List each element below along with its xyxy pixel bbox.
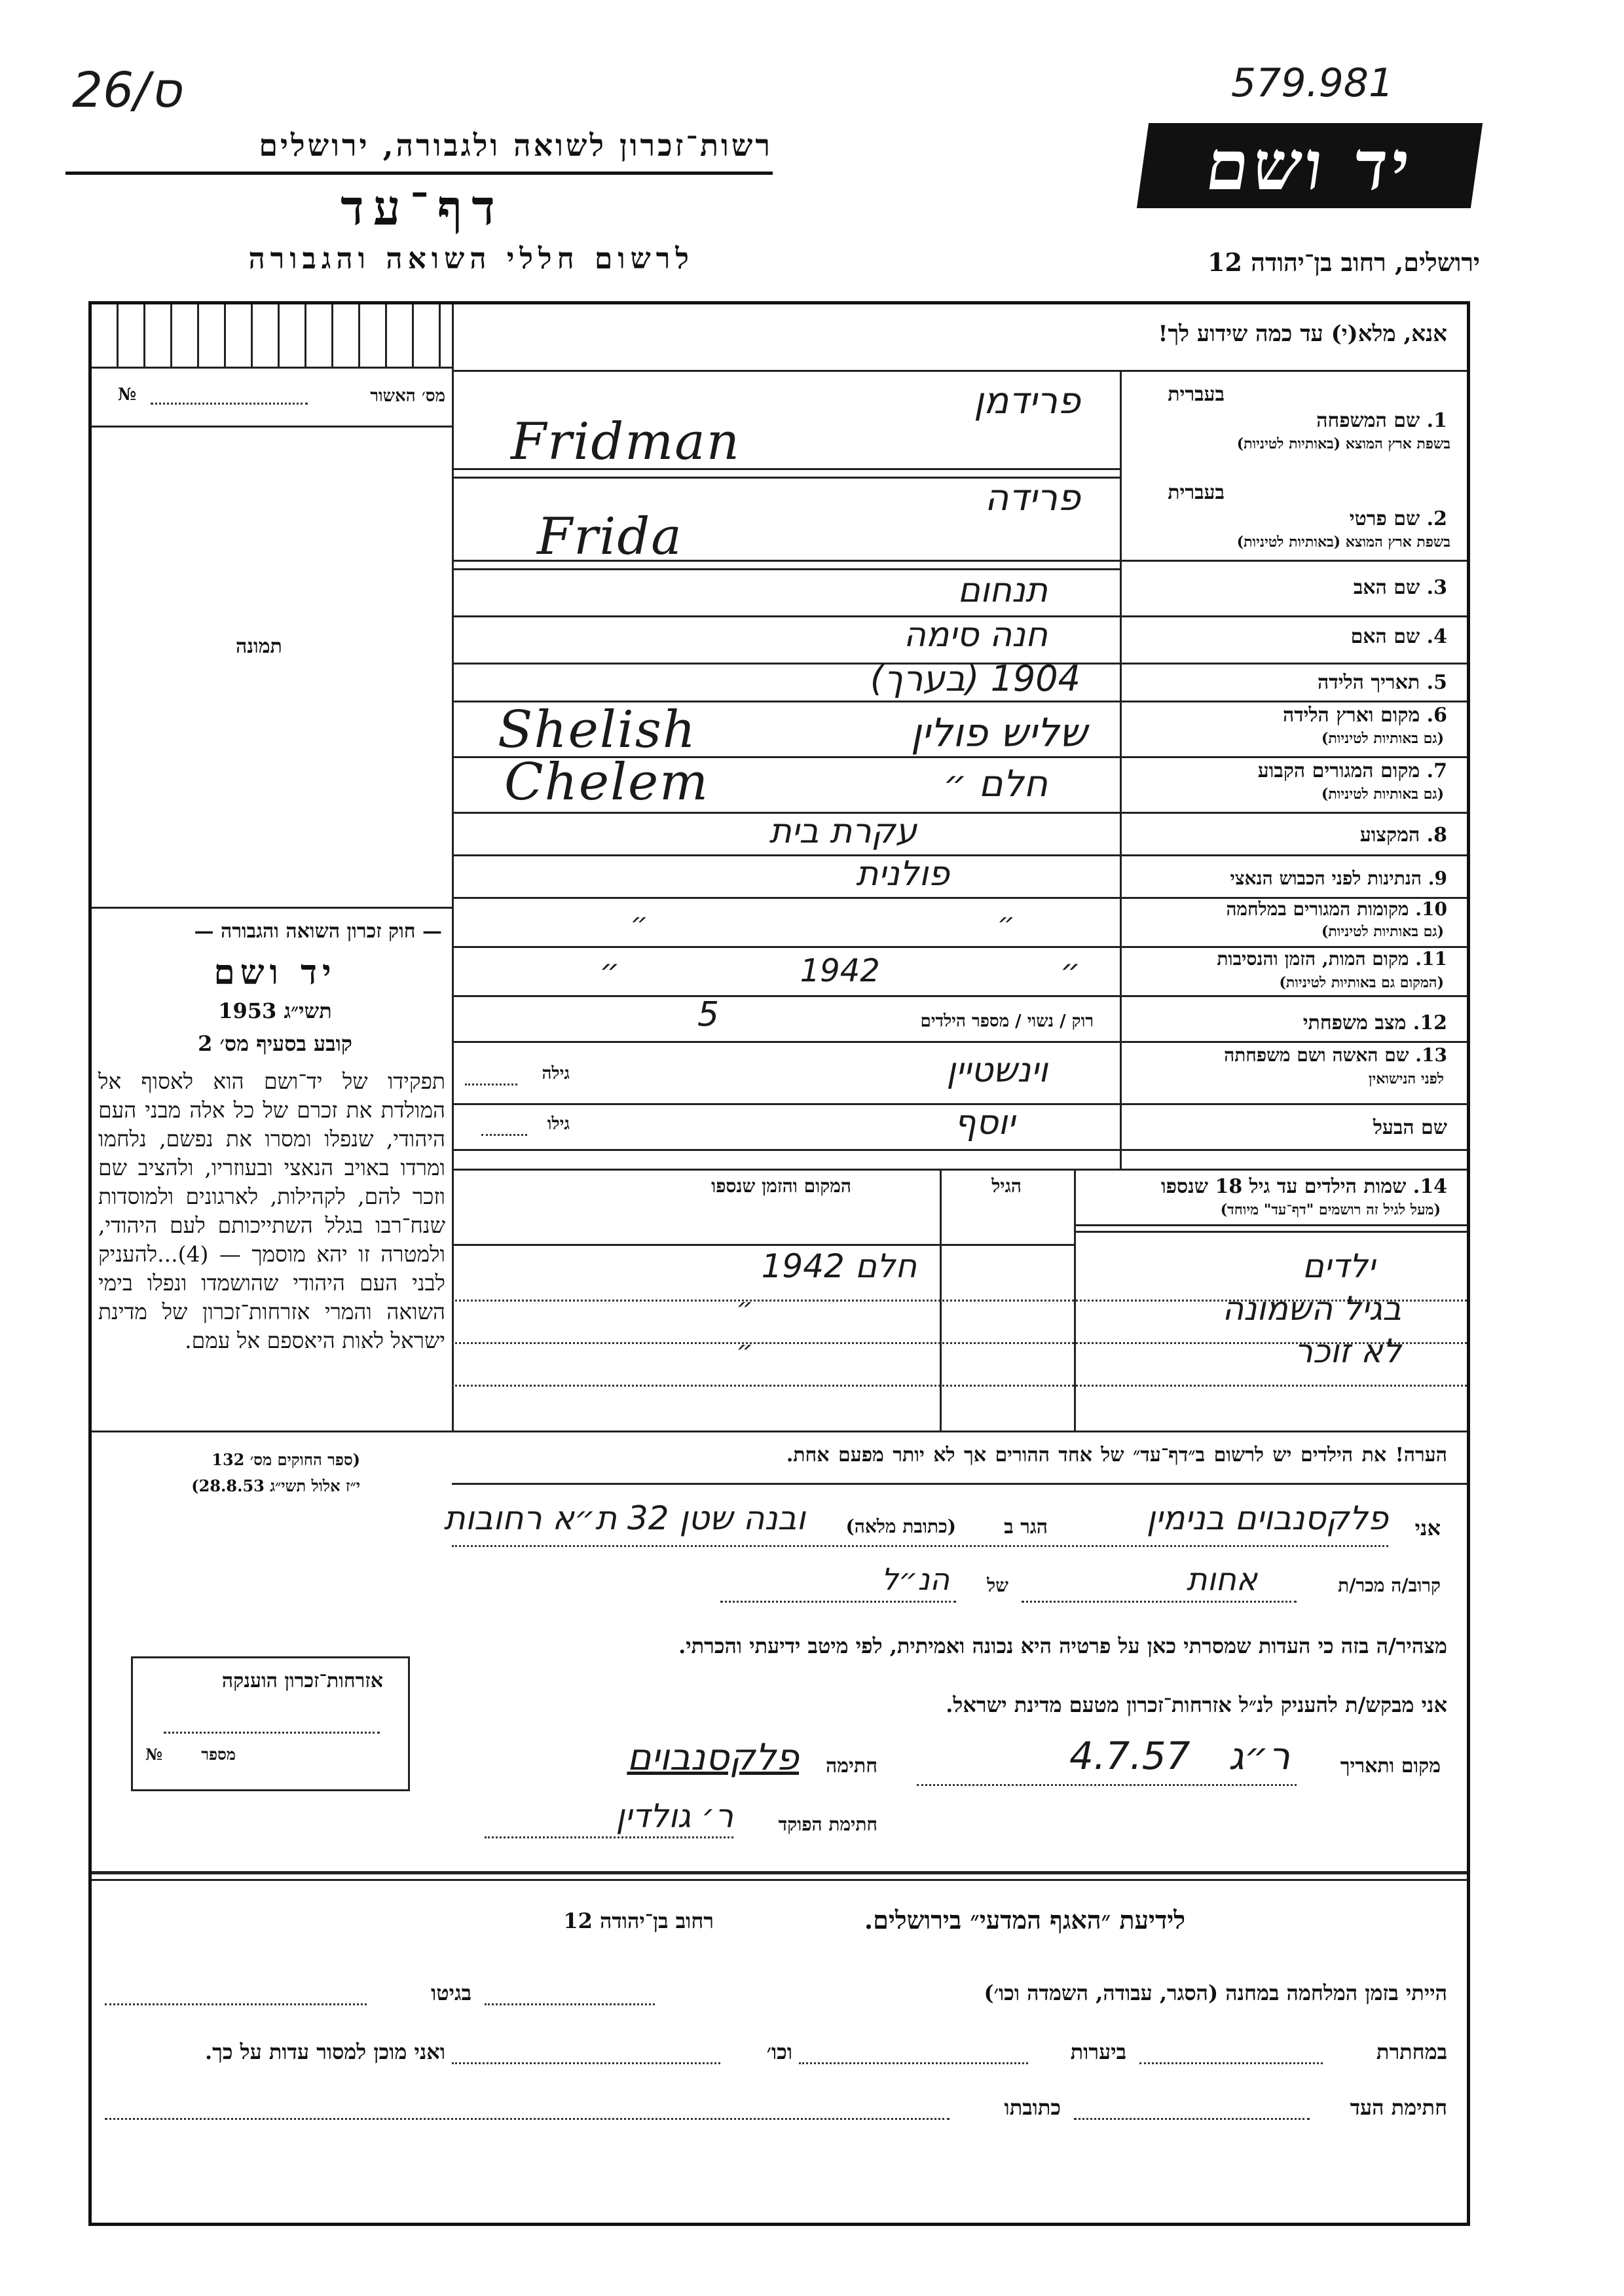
f2-label: 2. שם פרטי [1349,507,1447,530]
row-rule [452,1149,1467,1151]
officer-field [485,1836,733,1838]
declarant-address[interactable]: ובנה שטן 32 ת״א רחובות [443,1499,805,1537]
f13b-age-field[interactable] [481,1134,527,1136]
f13-age-field[interactable] [465,1084,517,1085]
f13b-label: שם הבעל [1373,1116,1447,1139]
f10-label: 10. מקומות המגורים במלחמה [1226,898,1447,920]
f14-bottom-rule [92,1430,1467,1432]
officer-label: חתימת הפוקד [778,1813,877,1835]
f12-label: 12. מצב משפחתי [1302,1011,1447,1034]
footer-line2-a: במחתרת [1376,2039,1447,2064]
f14-sub: (מעל לגיל זה רושמים "דף־עד" מיוחד) [1220,1201,1441,1218]
f9-value[interactable]: פולנית [856,854,950,894]
citizenship-no-mark: № [145,1745,163,1764]
law-text: תפקידו של יד־ושם הוא לאסוף אל המולדת את זכרם של כל אלה מבני העם היהודי, שנפלו ומסרו את נפשם, נלחמו ומרדו באויב הנאצי ובעוזריו, ולהציב שם וזכר להם, לקהילות, לארגונים ולמוסדות שנח־רבו בגלל השתייכותם לעם היהודי, ולמטרה זו יהא מוסמך — (4)...להעניק לבני העם היהודי שהושמדו ונפלו בימי השואה והמרי אזרחות־זכרון של מדינת ישראל לאות היאספם אל עמם. [98,1068,445,1353]
of-value[interactable]: הנ״ל [881,1561,950,1597]
footer-line3-field-b[interactable] [105,2118,950,2120]
f10-value[interactable]: ״ ״ [630,907,1015,939]
f6-hebrew-value[interactable]: שליש פולין [910,710,1087,756]
declarant-resides: הגר ב [1004,1516,1048,1539]
f8-value[interactable]: עקרת בית [769,812,917,851]
f12-text: רוק / נשוי / מספר הילדים [920,1011,1094,1031]
f12-value[interactable]: 5 [697,995,720,1034]
citizenship-field-1[interactable] [164,1732,380,1734]
f14-rule [1074,1224,1467,1226]
permit-no-mark: № [118,385,137,405]
footer-address: רחוב בן־יהודה 12 [563,1908,714,1933]
heb-tag-1: בעברית [1168,383,1225,406]
photo-label[interactable]: תמונה [236,635,282,658]
sign-label: חתימה [826,1755,877,1777]
f1-hebrew-value[interactable]: פרידמן [974,380,1080,422]
heb-tag-2: בעברית [1168,481,1225,504]
form-subtitle: לרשום חללי השואה והגבורה [248,242,694,276]
f13b-age-label: גילו [547,1114,570,1134]
f13-age-label: גילה [542,1064,570,1084]
request-text: אני מבקש/ת להעניק לנ״ל אזרחות־זכרון מטעם מדינת ישראל. [946,1692,1447,1717]
footer-line1-field[interactable] [485,2003,655,2005]
f7-label: 7. מקום המגורים הקבוע [1257,759,1447,782]
f11-value[interactable]: ״ 1942 ״ [599,953,1080,989]
f14-col-place: המקום והזמן שנספו [711,1175,851,1197]
f3-label: 3. שם האב [1353,576,1447,599]
declarant-name[interactable]: פלקסנבוים בנימין [1146,1499,1388,1537]
footer-line2-c: וכו׳ [766,2039,792,2064]
f10-sub: (גם באותיות לטיניות) [1321,923,1444,940]
row-rule [452,568,1120,570]
footer-line3-b: כתובתו [1004,2095,1061,2120]
f11-sub: (המקום גם באותיות לטיניות) [1279,974,1444,991]
footer-divider [92,1879,1467,1881]
f4-value[interactable]: חנה סימה [904,615,1048,655]
f9-label: 9. הנתינות לפני הכבוש הנאצי [1230,867,1447,889]
f2-hebrew-value[interactable]: פרידה [984,477,1080,519]
citizenship-title: אזרחות־זכרון הוענקה [221,1669,383,1692]
law-ref-2: י״ז אלול תשי״ג 28.8.53) [191,1476,360,1495]
child-place[interactable]: חלם 1942 [761,1247,917,1285]
f14-rule [452,1244,1074,1246]
declarant-i: אני [1414,1516,1441,1540]
law-year: תשי״ג 1953 [218,998,332,1023]
instruction: אנא, מלא(י) עד כמה שידוע לך! [1158,321,1447,347]
f13b-value[interactable]: יוסף [954,1103,1015,1142]
place-date-value[interactable]: ר״ג 4.7.57 [1069,1734,1290,1778]
label-column-divider [1120,370,1122,1169]
row-rule [452,995,1467,997]
f13-label: 13. שם האשה ושם משפחתה [1224,1044,1447,1066]
f6-label: 6. מקום וארץ הלידה [1282,704,1447,727]
footer-divider [92,1871,1467,1874]
form-title: דף־עד [341,180,504,236]
f6-latin-value[interactable]: Shelish [498,701,697,759]
footer-line2-field-a[interactable] [1139,2062,1323,2064]
footer-line2-d: ואני מוכן למסור עדות על כך. [204,2039,445,2064]
signature[interactable]: פלקסנבוים [627,1736,799,1779]
address-label: (כתובת מלאה) [845,1516,956,1537]
f7-hebrew-value[interactable]: חלם ״ [943,763,1048,805]
row-rule [452,1041,1467,1043]
relation-field [1022,1601,1297,1603]
photo-bottom-rule [92,907,452,909]
f3-value[interactable]: תנחום [957,571,1048,610]
law-logo: יד ושם [213,953,337,993]
tick-strip [92,304,452,369]
f13-value[interactable]: וינשטיין [946,1051,1048,1090]
row-rule [452,1169,1467,1171]
place-date-field [917,1784,1297,1786]
f1-sub: בשפת ארץ המוצא (באותיות לטיניות) [1236,435,1450,452]
footer-line3-a: חתימת העד [1350,2095,1447,2120]
f5-label: 5. תאריך הלידה [1318,671,1447,694]
f14-label: 14. שמות הילדים עד גיל 18 שנספו [1160,1175,1447,1198]
child-name[interactable]: בגיל השמונה [1222,1290,1401,1328]
row-rule [452,854,1467,856]
permit-label: מס׳ האשור [370,386,445,406]
officer-signature[interactable]: ר׳ גולדין [616,1797,733,1835]
f7-latin-value[interactable]: Chelem [504,753,710,812]
corner-handwritten-note: 26/ס [72,62,182,118]
child-place[interactable]: ״ [736,1293,753,1323]
permit-rule [92,426,452,428]
footer-line2-b: ביערות [1070,2039,1126,2064]
place-date-label: מקום ותאריך [1340,1755,1441,1777]
of-field [720,1601,956,1603]
left-column-divider [452,304,454,1430]
f1-latin-value[interactable]: Fridman [511,412,741,471]
f6-sub: (גם באותיות לטיניות) [1321,730,1444,747]
child-name[interactable]: לא זוכר [1294,1332,1401,1370]
f1-label: 1. שם המשפחה [1316,409,1447,432]
f8-label: 8. המקצוע [1359,824,1447,847]
f14-col-age: הגיל [991,1175,1022,1197]
f14-dotted-rule [452,1385,1467,1387]
declarant-line [452,1545,1388,1547]
f14-rule [1074,1231,1467,1233]
child-name[interactable]: ילדים [1302,1247,1375,1285]
law-title: — חוק זכרון השואה והגבורה — [194,920,442,943]
relation-value[interactable]: אחות [1186,1561,1257,1598]
f4-label: 4. שם האם [1350,625,1447,648]
f5-value[interactable]: 1904 (בערך) [870,658,1080,699]
footer-line2-field-b[interactable] [799,2062,1028,2064]
child-place[interactable]: ״ [736,1336,753,1366]
archive-number: 579.981 [1231,60,1394,106]
yad-vashem-logo: יד ושם [1137,123,1483,208]
f11-label: 11. מקום המות, הזמן והנסיבות [1217,948,1447,970]
footer-line2-field-c[interactable] [452,2062,720,2064]
footer-title: לידיעת ״האגף המדעי״ בירושלים. [864,1905,1185,1935]
law-section: קובע בסעיף מס׳ 2 [198,1031,352,1056]
note-rule [452,1483,1467,1485]
top-rule [452,370,1467,372]
citizenship-no-label: מספר [201,1745,236,1764]
declaration-text: מצהיר/ה בזה כי העדות שמסרתי כאן על פרטיה היא נכונה ואמיתית, לפי מיטב ידיעתי והכרתי. [678,1633,1447,1658]
permit-field[interactable] [151,403,308,405]
of-label: של [987,1575,1008,1596]
institution-name: רשות־זכרון לשואה ולגבורה, ירושלים [259,128,773,163]
relation-label: קרוב/ה מכר/ת [1338,1575,1441,1596]
footer-line3-field-a[interactable] [1074,2118,1310,2120]
f7-sub: (גם באותיות לטיניות) [1321,786,1444,803]
footer-line1: הייתי בזמן המלחמה במחנה (הסגר, עבודה, השמדה וכו׳) [984,1980,1447,2005]
f2-sub: בשפת ארץ המוצא (באותיות לטיניות) [1236,534,1450,551]
footer-line1-end: בגיטו [431,1980,471,2005]
children-note: הערה! את הילדים יש לרשום ב״דף־עד״ של אחד ההורים אך לא יותר מפעם אחת. [786,1444,1447,1467]
institution-underline [65,172,773,175]
footer-line1-field-2[interactable] [105,2003,367,2005]
f2-latin-value[interactable]: Frida [537,507,683,566]
f13-sub: לפני הנישואין [1368,1070,1444,1087]
law-ref-1: (ספר החוקים מס׳ 132 [212,1450,360,1469]
header-address: ירושלים, רחוב בן־יהודה 12 [1208,247,1480,277]
